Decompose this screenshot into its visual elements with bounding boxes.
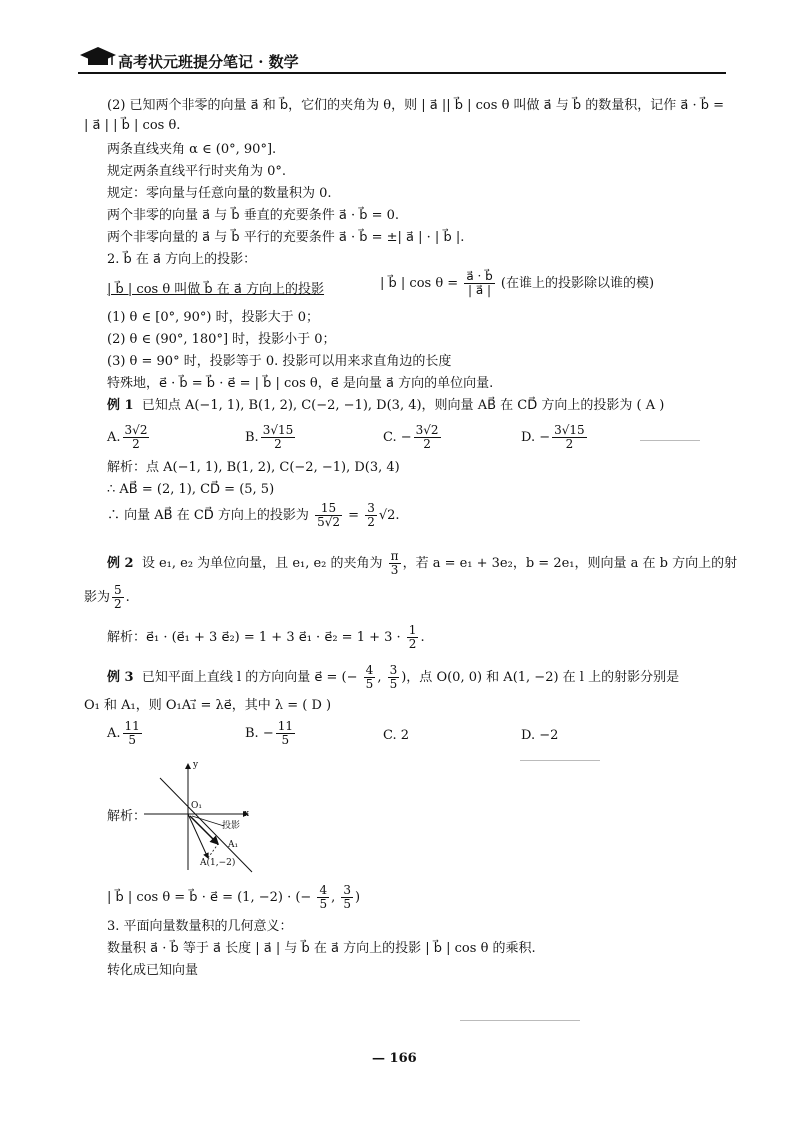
example-1-option-d: D. − $\frac{3√15}{2}$ (521, 423, 585, 451)
example-2-solution: 解析：e⃗₁ · (e⃗₁ + 3 e⃗₂) = 1 + 3 e⃗₁ · e⃗₂ = 1 + 3 · $\frac{1}{2}$ . (107, 623, 425, 651)
example-1-solution-3: ∴ 向量 AB⃗ 在 CD⃗ 方向上的投影为 $\frac{15}{5√2}$ = $\frac{3}{2}$ √2. (107, 501, 400, 529)
projection-formula: | b⃗ | cos θ = $\frac{a⃗ \cdot b⃗}{| a⃗ |}$ (在谁上的投影除以谁的模) (380, 269, 655, 297)
example-2-stem: 例 2 设 e₁, e₂ 为单位向量，且 e₁, e₂ 的夹角为 $\frac{\pi}{3}$ ，若 a = e₁ + 3e₂，b = 2e₁，则向量 a 在 b 方向上的射 (107, 549, 738, 577)
header-rule (78, 72, 726, 74)
example-1-solution-1: 解析：点 A(−1, 1), B(1, 2), C(−2, −1), D(3, 4) (107, 460, 400, 475)
perpendicular-drop (208, 844, 218, 858)
projection-case-3: (3) θ = 90° 时，投影等于 0. 投影可以用来求直角边的长度 (107, 354, 452, 369)
zero-vector-rule: 规定：零向量与任意向量的数量积为 0. (107, 186, 332, 201)
figure-projection-label: 投影 (222, 821, 241, 831)
parallel-condition: 两个非零向量的 a⃗ 与 b⃗ 平行的充要条件 a⃗ · b⃗ = ±| a⃗ | · | b⃗ |. (107, 230, 465, 245)
scan-speck (520, 760, 600, 761)
example-1-stem: 例 1 已知点 A(−1, 1), B(1, 2), C(−2, −1), D(3, 4)，则向量 AB⃗ 在 CD⃗ 方向上的投影为 ( A ) (107, 398, 665, 413)
figure-a1-label: A₁ (228, 840, 239, 850)
example-1-option-a: A. $\frac{3√2}{2}$ (107, 423, 148, 451)
projection-case-2: (2) θ ∈ (90°, 180°] 时，投影小于 0； (107, 332, 336, 347)
example-3-solution: | b⃗ | cos θ = b⃗ · e⃗ = (1, −2) · (− $\frac{4}{5}$ , $\frac{3}{5}$ ) (107, 883, 361, 911)
example-3-solution-label: 解析： (107, 809, 147, 824)
geometric-meaning-line-1: 数量积 a⃗ · b⃗ 等于 a⃗ 长度 | a⃗ | 与 b⃗ 在 a⃗ 方向上的投影 | b⃗ | cos θ 的乘积. (107, 941, 536, 956)
vector-oa (188, 814, 208, 858)
graduation-cap-icon (78, 44, 118, 68)
example-3-stem: 例 3 已知平面上直线 l 的方向向量 e⃗ = (− $\frac{4}{5}$ , $\frac{3}{5}$ )，点 O(0, 0) 和 A(1, −2) 在 l 上的射影分别是 (107, 663, 680, 691)
perpendicular-condition: 两个非零的向量 a⃗ 与 b⃗ 垂直的充要条件 a⃗ · b⃗ = 0. (107, 208, 400, 223)
figure-x-label: x (244, 809, 250, 819)
scan-speck (640, 440, 700, 441)
page-number: — 166 (372, 1051, 417, 1066)
definition-line-2: | a⃗ | | b⃗ | cos θ. (84, 118, 181, 133)
example-1-option-b: B. $\frac{3√15}{2}$ (245, 423, 294, 451)
label-pointer (192, 816, 224, 826)
projection-vector (190, 816, 218, 844)
projection-definition: | b⃗ | cos θ 叫做 b⃗ 在 a⃗ 方向上的投影 (107, 282, 325, 297)
example-2-stem-2: 影为 $\frac{5}{2}$ . (84, 583, 130, 611)
geometric-meaning-heading: 3. 平面向量数量积的几何意义： (107, 919, 293, 934)
example-1-solution-2: ∴ AB⃗ = (2, 1), CD⃗ = (5, 5) (107, 482, 275, 497)
scan-speck (460, 1020, 580, 1021)
example-1-option-c: C. − $\frac{3√2}{2}$ (383, 423, 439, 451)
example-3-option-d: D. −2 (521, 728, 559, 743)
definition-line-1: (2) 已知两个非零的向量 a⃗ 和 b⃗，它们的夹角为 θ，则 | a⃗ || b⃗ | cos θ 叫做 a⃗ 与 b⃗ 的数量积，记作 a⃗ · b⃗ = (107, 98, 725, 113)
figure-y-label: y (193, 760, 199, 770)
parallel-angle-line: 规定两条直线平行时夹角为 0°. (107, 164, 287, 179)
running-header: 高考状元班提分笔记 · 数学 (118, 53, 299, 71)
figure-o1-label: O₁ (191, 801, 202, 811)
figure-a-label: A(1,−2) (200, 858, 236, 868)
geometric-meaning-line-2: 转化成已知向量 (107, 963, 199, 978)
example-3-option-c: C. 2 (383, 728, 410, 743)
example-3-option-b: B. − $\frac{11}{5}$ (245, 719, 293, 747)
projection-case-1: (1) θ ∈ [0°, 90°) 时，投影大于 0； (107, 310, 320, 325)
projection-heading: 2. b⃗ 在 a⃗ 方向上的投影： (107, 252, 257, 267)
angle-range-line: 两条直线夹角 α ∈ (0°, 90°]. (107, 142, 277, 157)
special-case-line: 特殊地，e⃗ · b⃗ = b⃗ · e⃗ = | b⃗ | cos θ，e⃗ 是向量 a⃗ 方向的单位向量. (107, 376, 494, 391)
example-3-option-a: A. $\frac{11}{5}$ (107, 719, 140, 747)
example-3-stem-2: O₁ 和 A₁，则 O₁A₁⃗ = λe⃗，其中 λ = ( D ) (84, 698, 332, 713)
